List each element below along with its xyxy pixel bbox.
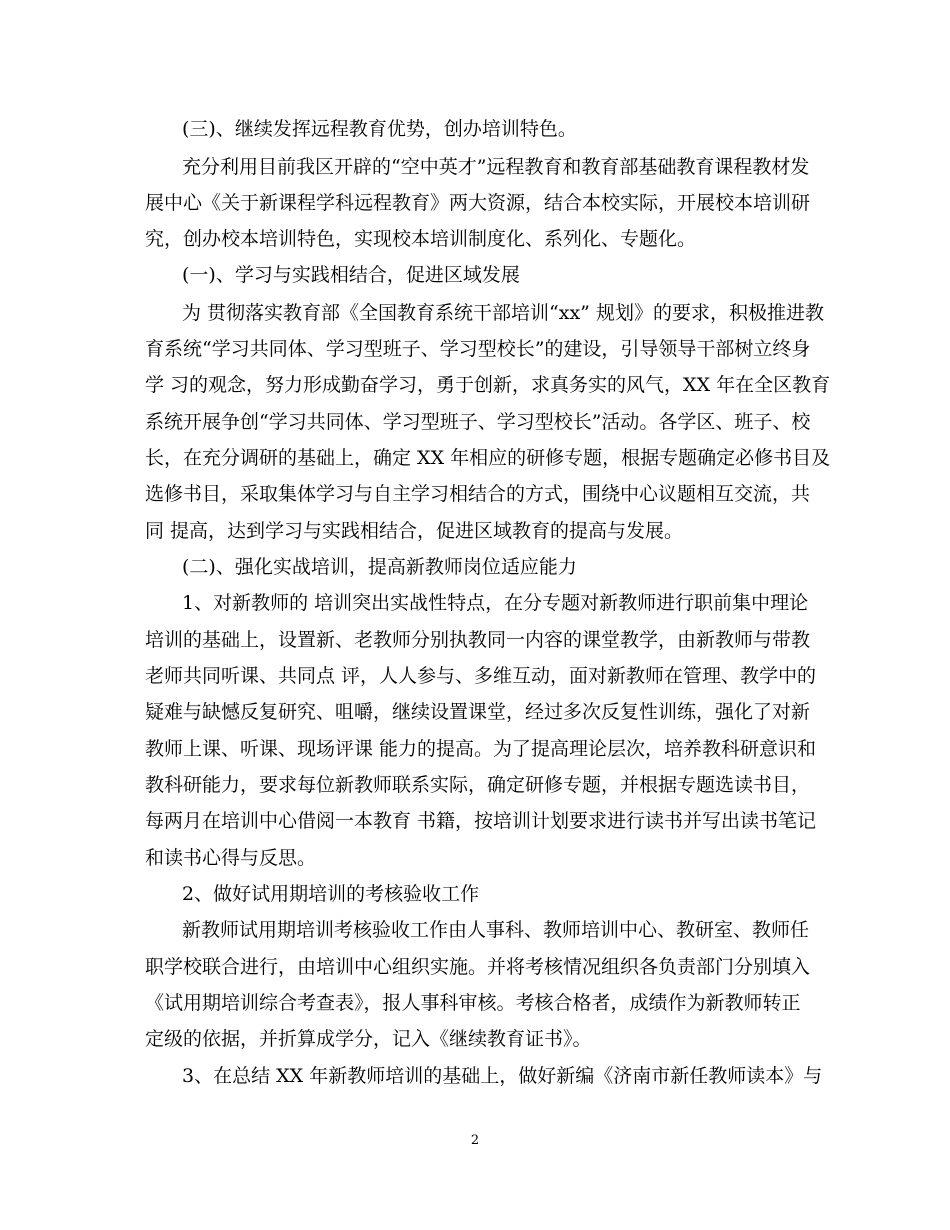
paragraph-line: 培训的基础上，设置新、老教师分别执教同一内容的课堂教学，由新教师与带教 — [145, 629, 811, 651]
paragraph-line: 教师上课、听课、现场评课 能力的提高。为了提高理论层次，培养教科研意识和 — [145, 738, 817, 760]
page-number: 2 — [470, 1133, 480, 1148]
paragraph-line: 1、对新教师的 培训突出实战性特点，在分专题对新教师进行职前集中理论 — [182, 592, 809, 614]
paragraph-line: 定级的依据，并折算成学分，记入《继续教育证书》。 — [145, 1028, 592, 1050]
paragraph-line: 3、在总结 XX 年新教师培训的基础上，做好新编《济南市新任教师读本》与 — [182, 1065, 823, 1087]
paragraph-line: 每两月在培训中心借阅一本教育 书籍，按培训计划要求进行读书并写出读书笔记 — [145, 810, 817, 832]
paragraph-line: 和读书心得与反思。 — [145, 847, 317, 869]
section-heading-3: (三)、继续发挥远程教育优势，创办培训特色。 — [182, 118, 577, 140]
section-heading-1: (一)、学习与实践相结合，促进区域发展 — [182, 264, 520, 286]
paragraph-line: 充分利用目前我区开辟的“空中英才”远程教育和教育部基础教育课程教材发 — [182, 156, 810, 178]
paragraph-line: 长，在充分调研的基础上，确定 XX 年相应的研修专题，根据专题确定必修书目及 — [145, 447, 831, 469]
paragraph-line: 同 提高，达到学习与实践相结合，促进区域教育的提高与发展。 — [145, 520, 684, 542]
paragraph-line: 疑难与缺憾反复研究、咀嚼，继续设置课堂，经过多次反复性训练，强化了对新 — [145, 701, 811, 723]
paragraph-line: 学 习的观念，努力形成勤奋学习，勇于创新，求真务实的风气，XX 年在全区教育 — [145, 374, 831, 396]
paragraph-line: 系统开展争创“学习共同体、学习型班子、学习型校长”活动。各学区、班子、校 — [145, 411, 811, 433]
section-heading-2: (二)、强化实战培训，提高新教师岗位适应能力 — [182, 556, 577, 578]
paragraph-line: 究，创办校本培训特色，实现校本培训制度化、系列化、专题化。 — [145, 228, 697, 250]
paragraph-line: 展中心《关于新课程学科远程教育》两大资源，结合本校实际，开展校本培训研 — [145, 192, 811, 214]
paragraph-line: 《试用期培训综合考查表》，报人事科审核。考核合格者，成绩作为新教师转正 — [145, 992, 801, 1014]
paragraph-line: 职学校联合进行，由培训中心组织实施。并将考核情况组织各负责部门分别填入 — [145, 956, 811, 978]
paragraph-line: 选修书目，采取集体学习与自主学习相结合的方式，围绕中心议题相互交流，共 — [145, 483, 811, 505]
paragraph-line: 新教师试用期培训考核验收工作由人事科、教师培训中心、教研室、教师任 — [182, 919, 810, 941]
paragraph-line: 教科研能力，要求每位新教师联系实际，确定研修专题，并根据专题选读书目， — [145, 774, 811, 796]
paragraph-line: 为 贯彻落实教育部《全国教育系统干部培训“xx” 规划》的要求，积极推进教 — [182, 302, 824, 324]
paragraph-line: 老师共同听课、共同点 评，人人参与、多维互动，面对新教师在管理、教学中的 — [145, 665, 817, 687]
item-heading-2: 2、做好试用期培训的考核验收工作 — [182, 883, 480, 905]
paragraph-line: 育系统“学习共同体、学习型班子、学习型校长”的建设，引导领导干部树立终身 — [145, 338, 811, 360]
